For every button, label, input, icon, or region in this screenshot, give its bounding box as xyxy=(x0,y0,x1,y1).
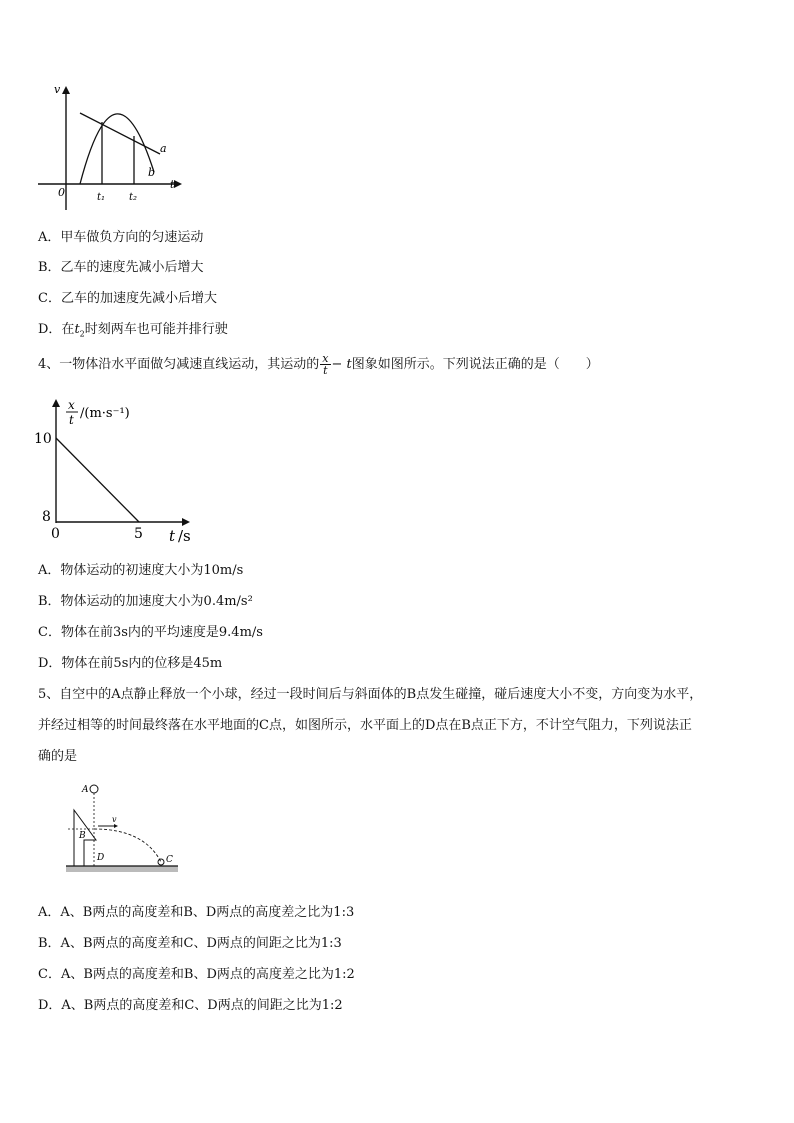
q4-option-b: B．物体运动的加速度大小为0.4m/s² xyxy=(38,594,253,609)
q4-x-arrow xyxy=(182,518,190,526)
q3-a-label: a xyxy=(160,142,167,155)
q3-line-a xyxy=(80,113,160,154)
q3-t2-label: t₂ xyxy=(129,192,138,203)
q5-stem-line-2: 并经过相等的时间最终落在水平地面的C点，如图所示，水平面上的D点在B点正下方，不计空气阻力，下列说法正 xyxy=(38,718,692,733)
q4-xt-graph xyxy=(30,395,230,550)
q4-option-c: C．物体在前3s内的平均速度是9.4m/s xyxy=(38,625,263,640)
q3-t-label: t xyxy=(170,178,175,191)
q5-ball-a xyxy=(90,785,98,793)
q3-option-d-sub: 2 xyxy=(79,329,85,339)
q3-option-d-var: t xyxy=(74,322,80,337)
q5-label-d: D xyxy=(97,853,105,863)
q3-origin-label: 0 xyxy=(58,186,65,199)
q5-velocity-arrowhead xyxy=(114,824,118,828)
q4-stem-frac-num: x xyxy=(322,352,329,365)
q3-v-label: v xyxy=(54,83,61,96)
q4-stem-suffix: 图象如图所示。下列说法正确的是（ ） xyxy=(351,357,599,372)
q5-ball-c xyxy=(158,859,164,865)
q5-option-c: C．A、B两点的高度差和B、D两点的高度差之比为1:2 xyxy=(38,967,355,982)
q4-y-tick-10: 10 xyxy=(34,431,52,447)
q3-curve-b xyxy=(80,114,154,184)
q5-option-b: B．A、B两点的高度差和C、D两点的间距之比为1:3 xyxy=(38,936,342,951)
q4-y-arrow xyxy=(52,399,60,407)
q3-option-d-prefix: D．在 xyxy=(38,322,75,337)
q3-option-d-suffix: 时刻两车也可能并排行驶 xyxy=(84,322,228,337)
q5-label-a: A xyxy=(82,785,89,795)
q5-label-v: v xyxy=(112,815,117,824)
q5-collision-figure xyxy=(64,782,184,882)
q4-stem-frac-den: t xyxy=(323,364,328,377)
q4-x-label: t xyxy=(169,527,176,545)
q5-ground xyxy=(66,866,178,872)
q3-option-b: B．乙车的速度先减小后增大 xyxy=(38,260,204,275)
q4-option-d: D．物体在前5s内的位移是45m xyxy=(38,656,223,671)
q4-stem-fraction xyxy=(320,353,330,376)
q4-option-a: A．物体运动的初速度大小为10m/s xyxy=(38,563,244,578)
q4-x-origin: 0 xyxy=(51,526,60,542)
q5-label-c: C xyxy=(166,855,173,865)
q5-option-a: A．A、B两点的高度差和B、D两点的高度差之比为1:3 xyxy=(38,905,355,920)
q3-b-label: b xyxy=(148,166,156,179)
q4-y-unit: /(m·s⁻¹) xyxy=(80,406,130,421)
q3-option-c: C．乙车的加速度先减小后增大 xyxy=(38,291,217,306)
q3-vt-graph xyxy=(36,80,186,215)
q3-y-arrow xyxy=(62,86,70,94)
q4-stem-minus-t: − t xyxy=(331,357,352,372)
q4-x-unit: /s xyxy=(178,527,191,545)
q5-stem-line-3: 确的是 xyxy=(38,749,78,764)
q5-stem-line-1: 5、自空中的A点静止释放一个小球，经过一段时间后与斜面体的B点发生碰撞，碰后速度大小不变，方向变为水平， xyxy=(38,687,703,702)
q4-x-tick-5: 5 xyxy=(134,526,143,542)
q4-y-tick-8: 8 xyxy=(42,509,51,525)
q5-option-d: D．A、B两点的高度差和C、D两点的间距之比为1:2 xyxy=(38,998,343,1013)
q4-stem xyxy=(38,350,599,380)
q3-x-arrow xyxy=(174,180,182,188)
q3-option-a: A．甲车做负方向的匀速运动 xyxy=(38,230,204,245)
q4-y-label-den: t xyxy=(69,413,74,427)
q4-stem-prefix: 4、一物体沿水平面做匀减速直线运动，其运动的 xyxy=(38,357,320,372)
q4-data-line xyxy=(56,438,139,522)
q5-label-b: B xyxy=(79,831,86,841)
q3-t1-label: t₁ xyxy=(97,192,106,203)
q3-option-d xyxy=(38,321,228,344)
q4-y-label-num: x xyxy=(68,398,75,412)
